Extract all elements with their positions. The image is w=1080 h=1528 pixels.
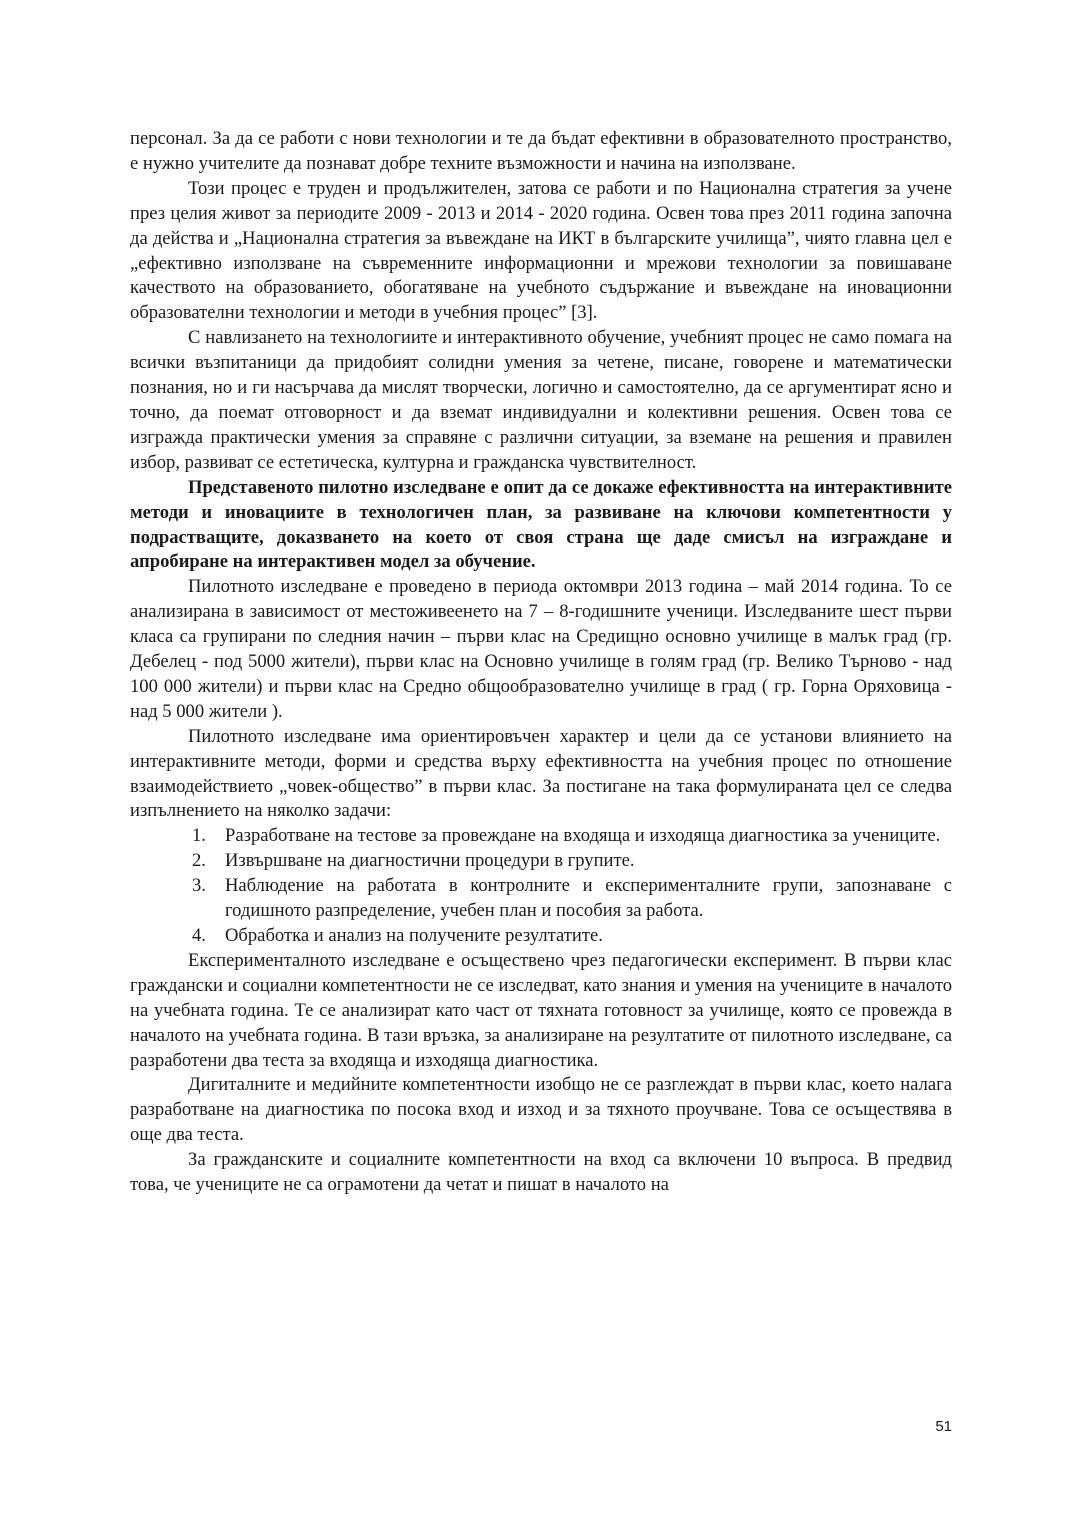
paragraph-pilot-goal: Пилотното изследване има ориентировъчен характер и цели да се установи влиянието на интерактивните методи, форми и средства върху ефективността на учебния процес по отношение взаимодействието „човек-общество” в първи клас. За постигане на така формулираната цел се следва изпълнението на няколко задачи:	[130, 725, 952, 822]
document-page	[130, 127, 952, 1198]
paragraph-interactive-learning: С навлизането на технологиите и интерактивното обучение, учебният процес не само помага на всички възпитаници да придобият солидни умения за четене, писане, говорене и математически познания, но и ги насърчава да мислят творчески, логично и самостоятелно, да се аргументират ясно и точно, да поемат отговорност и да вземат индивидуални и колективни решения. Освен това се изгражда практически умения за справяне с различни ситуации, за вземане на решения и правилен избор, развиват се естетическа, културна и гражданска чувствителност.	[130, 327, 952, 473]
body-text-bottom	[130, 949, 952, 1198]
list-item	[130, 874, 952, 924]
paragraph-research-thesis: Представеното пилотно изследване е опит да се докаже ефективността на интерактивните методи и иновациите в технологичен план, за развиване на ключови компетентности у подрастващите, доказването на което от своя страна ще даде смисъл на изграждане и апробиране на интерактивен модел за обучение.	[130, 476, 952, 573]
list-text: Обработка и анализ на получените резултатите.	[225, 925, 603, 946]
list-item	[130, 849, 952, 874]
list-number: 3.	[192, 875, 206, 897]
paragraph-pilot-period: Пилотното изследване е проведено в периода октомври 2013 година – май 2014 година. То се анализирана в зависимост от местоживеенето на 7 – 8-годишните ученици. Изследваните шест първи класа са групирани по следния начин – първи клас на Средищно основно училище в малък град (гр. Дебелец - под 5000 жители), първи клас на Основно училище в голям град (гр. Велико Търново - над 100 000 жители) и първи клас на Средно общообразователно училище в град ( гр. Горна Оряховица - над 5 000 жители ).	[130, 576, 952, 722]
paragraph-national-strategy: Този процес е труден и продължителен, затова се работи и по Национална стратегия за учене през целия живот за периодите 2009 - 2013 и 2014 - 2020 година. Освен това през 2011 година започна да действа и „Национална стратегия за въвеждане на ИКТ в българските училища”, чиято главна цел е „ефективно използване на съвременните информационни и мрежови технологии за повишаване качеството на образованието, обогатяване на учебното съдържание и въвеждане на иновационни образователни технологии и методи в учебния процес” [3].	[130, 177, 952, 324]
task-list	[130, 824, 952, 949]
paragraph-civic-competences: За гражданските и социалните компетентности на вход са включени 10 въпроса. В предвид това, че учениците не са ограмотени да четат и пишат в началото на	[130, 1149, 952, 1196]
list-number: 2.	[192, 850, 206, 872]
list-number: 1.	[192, 825, 206, 847]
paragraph-experiment: Експерименталното изследване е осъществено чрез педагогически експеримент. В първи клас граждански и социални компетентности не се изследват, като знания и умения на учениците в началото на учебната година. Те се анализират като част от тяхната готовност за училище, която се провежда в началото на учебната година. В тази връзка, за анализиране на резултатите от пилотното изследване, са разработени два теста за входяща и изходяща диагностика.	[130, 949, 952, 1071]
paragraph-digital-competences: Дигиталните и медийните компетентности изобщо не се разглеждат в първи клас, което налага разработване на диагностика по посока вход и изход и за тяхното проучване. Това се осъществява в още два теста.	[130, 1074, 952, 1146]
page-number: 51	[935, 1418, 952, 1435]
paragraph-continuation: персонал. За да се работи с нови технологии и те да бъдат ефективни в образователното пространство, е нужно учителите да познават добре техните възможности и начина на използване.	[130, 128, 952, 174]
list-text: Извършване на диагностични процедури в групите.	[225, 850, 635, 872]
list-text: Разработване на тестове за провеждане на входяща и изходяща диагностика за учениците.	[225, 825, 941, 847]
list-number: 4.	[192, 925, 206, 946]
list-item	[130, 924, 952, 949]
body-text-top	[130, 127, 952, 824]
list-item	[130, 824, 952, 849]
list-text: Наблюдение на работата в контролните и експерименталните групи, запознаване с годишното разпределение, учебен план и пособия за работа.	[225, 875, 952, 922]
